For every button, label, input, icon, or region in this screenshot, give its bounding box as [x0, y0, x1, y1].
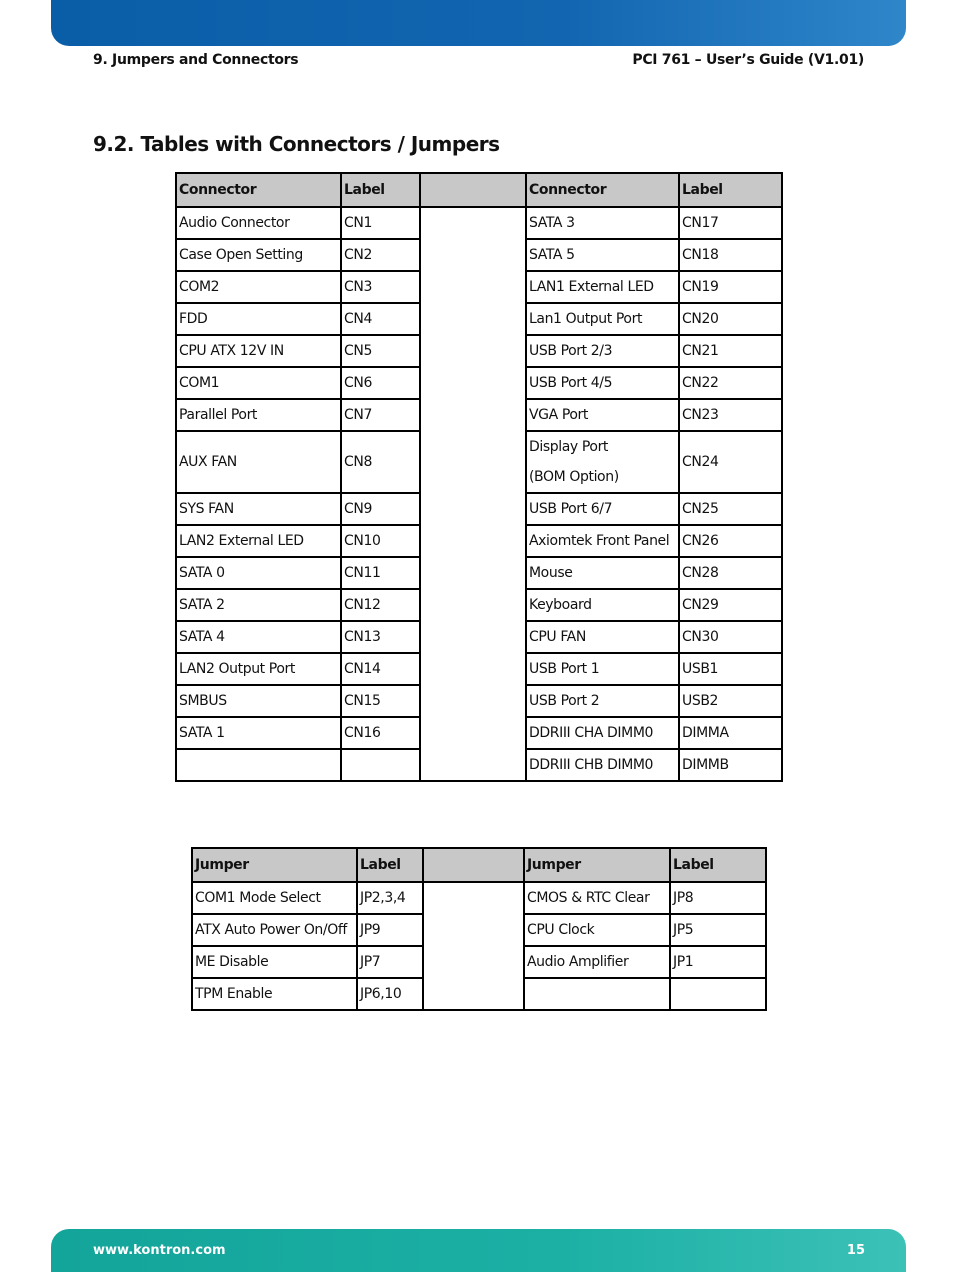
- cell-label: CN26: [679, 525, 782, 557]
- cell-label: DIMMA: [679, 717, 782, 749]
- cell-name: Audio Connector: [176, 207, 341, 239]
- spacer-column: [420, 207, 526, 781]
- connectors-table: [175, 172, 783, 782]
- cell-label: CN23: [679, 399, 782, 431]
- cell-name: Case Open Setting: [176, 239, 341, 271]
- cell-name: Axiomtek Front Panel: [526, 525, 679, 557]
- spacer-column: [423, 882, 524, 1010]
- cell-label: DIMMB: [679, 749, 782, 781]
- header-cell-empty: [420, 173, 526, 207]
- cell-label: CN25: [679, 493, 782, 525]
- cell-name: FDD: [176, 303, 341, 335]
- connectors-header-row: [176, 173, 782, 207]
- cell-name: Mouse: [526, 557, 679, 589]
- cell-name: USB Port 6/7: [526, 493, 679, 525]
- cell-name: SATA 3: [526, 207, 679, 239]
- cell-name: SATA 5: [526, 239, 679, 271]
- cell-label: CN4: [341, 303, 420, 335]
- cell-label: JP7: [357, 946, 423, 978]
- cell-name: USB Port 2: [526, 685, 679, 717]
- cell-name: SATA 4: [176, 621, 341, 653]
- header-cell: Label: [679, 173, 782, 207]
- cell-label: CN3: [341, 271, 420, 303]
- header-cell: Jumper: [524, 848, 670, 882]
- cell-label: JP9: [357, 914, 423, 946]
- footer-website: www.kontron.com: [93, 1243, 226, 1258]
- cell-name: CPU ATX 12V IN: [176, 335, 341, 367]
- cell-label: CN10: [341, 525, 420, 557]
- header-section: 9. Jumpers and Connectors: [93, 52, 299, 68]
- cell-label: CN7: [341, 399, 420, 431]
- cell-name: AUX FAN: [176, 431, 341, 493]
- cell-name: Audio Amplifier: [524, 946, 670, 978]
- cell-label: CN13: [341, 621, 420, 653]
- cell-label: CN16: [341, 717, 420, 749]
- cell-label: USB1: [679, 653, 782, 685]
- cell-label: CN12: [341, 589, 420, 621]
- table-row: [176, 207, 782, 239]
- header-cell: Label: [670, 848, 766, 882]
- cell-name: CPU FAN: [526, 621, 679, 653]
- cell-name: LAN2 Output Port: [176, 653, 341, 685]
- cell-label: CN20: [679, 303, 782, 335]
- cell-name: COM1 Mode Select: [192, 882, 357, 914]
- cell-name: DDRIII CHA DIMM0: [526, 717, 679, 749]
- cell-name: ATX Auto Power On/Off: [192, 914, 357, 946]
- table-row: [192, 882, 766, 914]
- cell-name: SMBUS: [176, 685, 341, 717]
- cell-label: CN1: [341, 207, 420, 239]
- cell-name: SYS FAN: [176, 493, 341, 525]
- cell-name: SATA 0: [176, 557, 341, 589]
- cell-name: USB Port 2/3: [526, 335, 679, 367]
- cell-name: SATA 2: [176, 589, 341, 621]
- cell-label: CN29: [679, 589, 782, 621]
- cell-label: JP2,3,4: [357, 882, 423, 914]
- cell-name: SATA 1: [176, 717, 341, 749]
- cell-label: [341, 749, 420, 781]
- cell-label: CN18: [679, 239, 782, 271]
- cell-name: Keyboard: [526, 589, 679, 621]
- cell-label: CN24: [679, 431, 782, 493]
- cell-label: JP8: [670, 882, 766, 914]
- cell-name: COM2: [176, 271, 341, 303]
- cell-name: LAN1 External LED: [526, 271, 679, 303]
- cell-label: CN30: [679, 621, 782, 653]
- cell-name: DDRIII CHB DIMM0: [526, 749, 679, 781]
- cell-name: COM1: [176, 367, 341, 399]
- header-cell-empty: [423, 848, 524, 882]
- cell-name: USB Port 4/5: [526, 367, 679, 399]
- cell-label: CN17: [679, 207, 782, 239]
- header-cell: Label: [357, 848, 423, 882]
- page-number: 15: [846, 1243, 865, 1258]
- header-doc-title: PCI 761 – User’s Guide (V1.01): [632, 52, 864, 68]
- cell-label: CN5: [341, 335, 420, 367]
- header-cell: Connector: [176, 173, 341, 207]
- cell-name: CPU Clock: [524, 914, 670, 946]
- cell-label: CN22: [679, 367, 782, 399]
- header-cell: Jumper: [192, 848, 357, 882]
- jumpers-table: [191, 847, 767, 1011]
- cell-name: [176, 749, 341, 781]
- cell-label: CN14: [341, 653, 420, 685]
- cell-label: CN2: [341, 239, 420, 271]
- cell-name: VGA Port: [526, 399, 679, 431]
- cell-name: ME Disable: [192, 946, 357, 978]
- cell-label: JP1: [670, 946, 766, 978]
- cell-label: USB2: [679, 685, 782, 717]
- cell-label: [670, 978, 766, 1010]
- cell-label: CN11: [341, 557, 420, 589]
- cell-name: USB Port 1: [526, 653, 679, 685]
- jumpers-header-row: [192, 848, 766, 882]
- cell-label: CN6: [341, 367, 420, 399]
- cell-label: CN21: [679, 335, 782, 367]
- cell-label: JP6,10: [357, 978, 423, 1010]
- top-banner: [51, 0, 906, 46]
- cell-name: [524, 978, 670, 1010]
- cell-label: JP5: [670, 914, 766, 946]
- cell-label: CN19: [679, 271, 782, 303]
- cell-label: CN28: [679, 557, 782, 589]
- section-title: 9.2. Tables with Connectors / Jumpers: [93, 132, 500, 156]
- cell-name: Display Port (BOM Option): [526, 431, 679, 493]
- cell-name: TPM Enable: [192, 978, 357, 1010]
- cell-name: CMOS & RTC Clear: [524, 882, 670, 914]
- cell-label: CN9: [341, 493, 420, 525]
- cell-label: CN15: [341, 685, 420, 717]
- header-cell: Connector: [526, 173, 679, 207]
- cell-label: CN8: [341, 431, 420, 493]
- header-cell: Label: [341, 173, 420, 207]
- cell-name: LAN2 External LED: [176, 525, 341, 557]
- cell-name: Parallel Port: [176, 399, 341, 431]
- cell-name: Lan1 Output Port: [526, 303, 679, 335]
